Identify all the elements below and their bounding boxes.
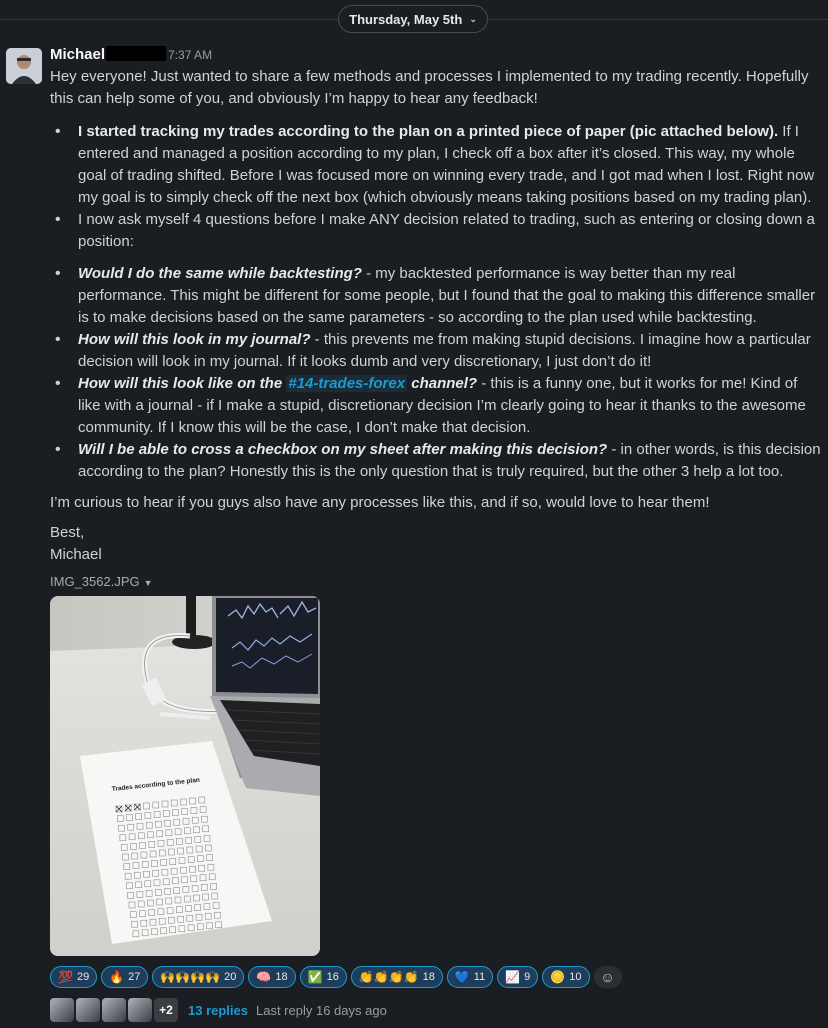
reaction-emoji: ✅ bbox=[307, 970, 323, 984]
date-label: Thursday, May 5th bbox=[349, 11, 463, 27]
list-item: • I now ask myself 4 questions before I make ANY decision related to trading, such as entering or closing down a position: bbox=[50, 209, 822, 253]
author-avatar[interactable] bbox=[6, 48, 42, 84]
chevron-down-icon: ⌄ bbox=[469, 13, 477, 24]
reply-avatar bbox=[50, 998, 74, 1022]
reaction-pill[interactable] bbox=[542, 966, 589, 988]
replies-link[interactable]: 13 replies bbox=[188, 1002, 248, 1018]
reaction-emoji: 📈 bbox=[505, 970, 521, 984]
signoff-line-1: Best, bbox=[50, 524, 85, 541]
reaction-pill[interactable] bbox=[152, 966, 244, 988]
date-pill-button[interactable] bbox=[338, 5, 488, 33]
bullet-list-questions bbox=[50, 263, 822, 483]
reply-avatar bbox=[76, 998, 100, 1022]
author-name[interactable]: Michael bbox=[50, 46, 106, 63]
reaction-pill[interactable] bbox=[300, 966, 347, 988]
channel-link[interactable]: #14-trades-forex bbox=[288, 375, 406, 392]
reply-avatar bbox=[128, 998, 152, 1022]
reaction-emoji: 💙 bbox=[454, 970, 470, 984]
message-intro: Hey everyone! Just wanted to share a few methods and processes I implemented to my trading recently. Hopefully this can help some of you, and obviously I’m happy to hear any feedback! bbox=[50, 68, 809, 107]
attachment-image[interactable] bbox=[50, 596, 320, 956]
reaction-count: 18 bbox=[275, 971, 288, 983]
paper-title: Trades according to the plan bbox=[111, 776, 201, 793]
list-item: • I started tracking my trades according to the plan on a printed piece of paper (pic attached below). If I entered and managed a position according to my plan, I check off a box after it’s closed. This way, my whole goal of trading shifted. Before I was focused more on winning every trade, and I got mad when I lost. Right now my goal is to simply check off the next box (which obviously means taking positions based on my trading plan). bbox=[50, 121, 822, 209]
message bbox=[50, 44, 822, 1022]
signoff-line-2: Michael bbox=[50, 546, 102, 563]
bullet-list-primary bbox=[50, 121, 822, 253]
add-reaction-icon[interactable]: ☺ bbox=[594, 966, 622, 988]
reaction-emoji: 🙌🙌🙌🙌 bbox=[160, 970, 221, 984]
timestamp[interactable]: 7:37 AM bbox=[168, 48, 213, 62]
reaction-count: 20 bbox=[224, 971, 237, 983]
reaction-pill[interactable] bbox=[101, 966, 148, 988]
reaction-emoji: 👏👏👏👏 bbox=[358, 970, 419, 984]
date-divider bbox=[0, 0, 828, 38]
reaction-count: 9 bbox=[524, 971, 531, 983]
reaction-pill[interactable] bbox=[447, 966, 493, 988]
reaction-emoji: 💯 bbox=[58, 970, 73, 984]
reaction-count: 18 bbox=[422, 971, 435, 983]
reaction-count: 11 bbox=[473, 971, 486, 983]
list-item: • Will I be able to cross a checkbox on my sheet after making this decision? - in other words, is this decision according to the plan? Honestly this is the only question that is truly required, but the other 3 help a lot too. bbox=[50, 439, 822, 483]
reaction-emoji: 🪙 bbox=[550, 970, 566, 984]
list-item: • How will this look in my journal? - this prevents me from making stupid decisions. I imagine how a particular decision will look in my journal. If it looks dumb and very discretionary, I just don’t do it! bbox=[50, 329, 822, 373]
list-item: • Would I do the same while backtesting? - my backtested performance is way better than my real performance. This might be different for some people, but I found that the goal to making this difference smaller is to make decisions based on the same parameters - so according to the plan used while backtesting. bbox=[50, 263, 822, 329]
redacted-name bbox=[106, 46, 166, 61]
more-repliers-badge: +2 bbox=[154, 998, 178, 1022]
reaction-emoji: 🧠 bbox=[256, 970, 272, 984]
reaction-count: 27 bbox=[128, 971, 141, 983]
reaction-count: 29 bbox=[76, 971, 90, 983]
reply-avatar bbox=[102, 998, 126, 1022]
last-reply-text: Last reply 16 days ago bbox=[256, 1002, 387, 1018]
list-item: • How will this look like on the #14-trades-forex channel? - this is a funny one, but it works for me! Kind of like with a journal - if I make a stupid, discretionary decision I’m clearly going to hear it thanks to the awesome community. If I know this will be the case, I don’t make that decision. bbox=[50, 373, 822, 439]
reaction-emoji: 🔥 bbox=[109, 970, 125, 984]
reaction-count: 10 bbox=[569, 971, 582, 983]
reaction-pill[interactable] bbox=[351, 966, 443, 988]
caret-down-icon[interactable]: ▼ bbox=[143, 578, 153, 588]
thread-summary[interactable] bbox=[50, 998, 822, 1022]
reaction-pill[interactable] bbox=[248, 966, 295, 988]
reactions-bar bbox=[50, 966, 822, 988]
message-header bbox=[50, 44, 822, 66]
reaction-pill[interactable] bbox=[497, 966, 538, 988]
attachment-filename[interactable]: IMG_3562.JPG ▼ bbox=[50, 574, 153, 589]
message-closing: I’m curious to hear if you guys also have any processes like this, and if so, would love to hear them! bbox=[50, 494, 710, 511]
reaction-count: 16 bbox=[326, 971, 339, 983]
reaction-pill[interactable] bbox=[50, 966, 97, 988]
